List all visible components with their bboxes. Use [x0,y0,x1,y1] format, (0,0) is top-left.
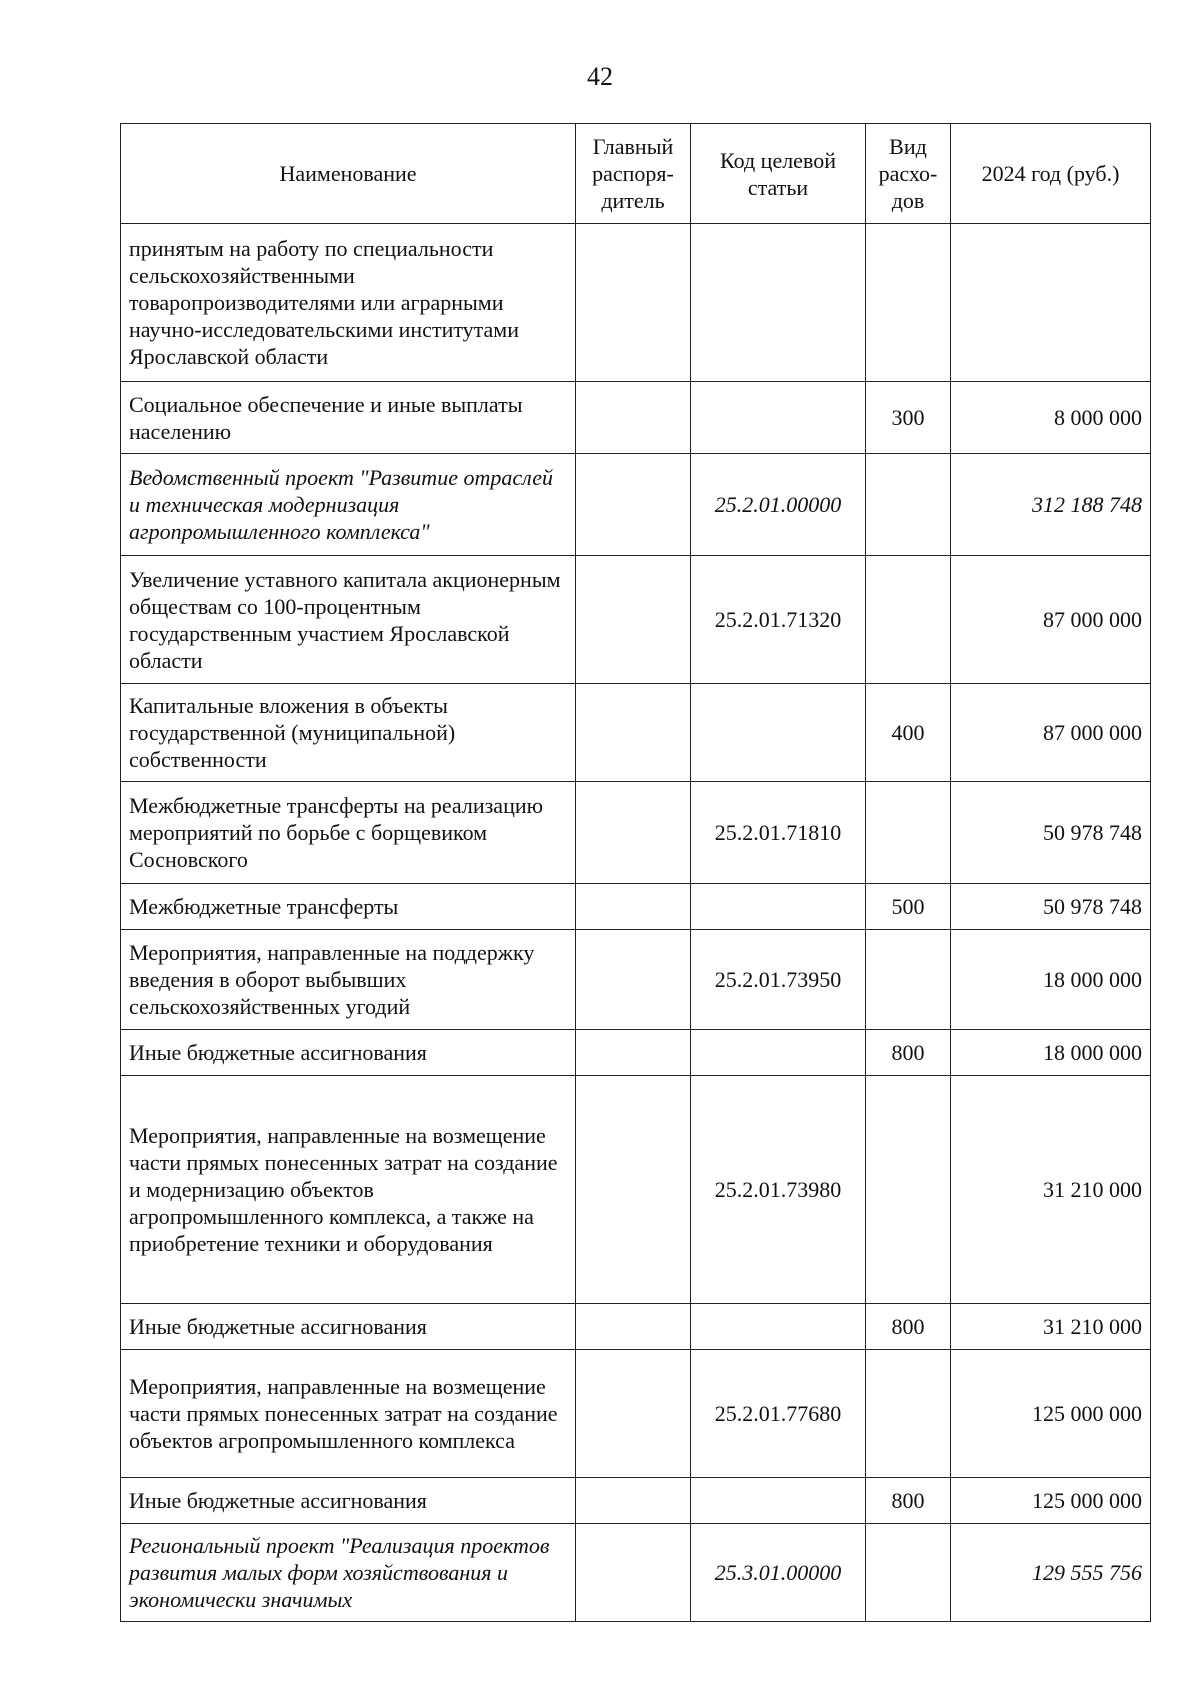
cell-target-code [691,224,866,382]
cell-expense-type: 800 [866,1478,951,1524]
cell-expense-type [866,454,951,556]
budget-table [120,123,1151,1622]
cell-target-code [691,884,866,930]
table-row [121,1524,1151,1622]
cell-expense-type: 800 [866,1030,951,1076]
cell-amount: 125 000 000 [951,1478,1151,1524]
table-header-row [121,124,1151,224]
cell-chief-administrator [576,1478,691,1524]
cell-chief-administrator [576,1076,691,1304]
cell-target-code: 25.2.01.71810 [691,782,866,884]
table-row [121,782,1151,884]
table-row [121,224,1151,382]
table-row [121,1076,1151,1304]
cell-name: Межбюджетные трансферты на реализацию мероприятий по борьбе с борщевиком Сосновского [121,782,576,884]
cell-name: принятым на работу по специальности сельскохозяйственными товаропроизводителями или аграрными научно-исследовательскими институтами Ярославской области [121,224,576,382]
cell-expense-type [866,1076,951,1304]
cell-amount: 31 210 000 [951,1304,1151,1350]
header-chief-administrator: Главный распоря-дитель [576,124,691,224]
cell-amount: 125 000 000 [951,1350,1151,1478]
cell-chief-administrator [576,382,691,454]
cell-amount: 18 000 000 [951,1030,1151,1076]
cell-name: Капитальные вложения в объекты государственной (муниципальной) собственности [121,684,576,782]
cell-amount: 18 000 000 [951,930,1151,1030]
page-number: 42 [587,62,613,91]
cell-name: Иные бюджетные ассигнования [121,1030,576,1076]
cell-name: Региональный проект "Реализация проектов развития малых форм хозяйствования и экономически значимых [121,1524,576,1622]
cell-name: Мероприятия, направленные на поддержку введения в оборот выбывших сельскохозяйственных угодий [121,930,576,1030]
table-body [121,224,1151,1622]
cell-expense-type [866,556,951,684]
cell-chief-administrator [576,782,691,884]
cell-target-code [691,1304,866,1350]
table-row [121,1304,1151,1350]
cell-expense-type: 500 [866,884,951,930]
cell-chief-administrator [576,556,691,684]
cell-target-code [691,1478,866,1524]
table-row [121,454,1151,556]
table-row [121,556,1151,684]
cell-expense-type: 800 [866,1304,951,1350]
cell-target-code: 25.2.01.00000 [691,454,866,556]
cell-amount: 87 000 000 [951,684,1151,782]
cell-amount: 8 000 000 [951,382,1151,454]
cell-target-code [691,684,866,782]
table-row [121,684,1151,782]
cell-target-code: 25.2.01.73950 [691,930,866,1030]
cell-chief-administrator [576,1524,691,1622]
cell-expense-type [866,782,951,884]
cell-chief-administrator [576,930,691,1030]
cell-expense-type [866,1350,951,1478]
cell-name: Мероприятия, направленные на возмещение части прямых понесенных затрат на создание объектов агропромышленного комплекса [121,1350,576,1478]
cell-chief-administrator [576,1304,691,1350]
table-row [121,382,1151,454]
cell-target-code: 25.2.01.71320 [691,556,866,684]
cell-amount: 312 188 748 [951,454,1151,556]
cell-name: Социальное обеспечение и иные выплаты населению [121,382,576,454]
cell-expense-type [866,1524,951,1622]
cell-chief-administrator [576,1030,691,1076]
cell-target-code [691,382,866,454]
cell-amount: 87 000 000 [951,556,1151,684]
cell-chief-administrator [576,224,691,382]
cell-name: Иные бюджетные ассигнования [121,1478,576,1524]
table-row [121,1350,1151,1478]
cell-chief-administrator [576,684,691,782]
cell-name: Мероприятия, направленные на возмещение части прямых понесенных затрат на создание и модернизацию объектов агропромышленного комплекса, а также на приобретение техники и оборудования [121,1076,576,1304]
cell-expense-type: 300 [866,382,951,454]
cell-amount: 50 978 748 [951,884,1151,930]
cell-expense-type: 400 [866,684,951,782]
table-row [121,1030,1151,1076]
cell-name: Увеличение уставного капитала акционерным обществам со 100-процентным государственным участием Ярославской области [121,556,576,684]
header-amount-2024: 2024 год (руб.) [951,124,1151,224]
cell-expense-type [866,224,951,382]
table-row [121,1478,1151,1524]
cell-expense-type [866,930,951,1030]
cell-chief-administrator [576,884,691,930]
cell-chief-administrator [576,454,691,556]
table-row [121,884,1151,930]
cell-chief-administrator [576,1350,691,1478]
header-expense-type: Вид расхо-дов [866,124,951,224]
cell-amount [951,224,1151,382]
table-row [121,930,1151,1030]
header-name: Наименование [121,124,576,224]
cell-target-code: 25.2.01.77680 [691,1350,866,1478]
cell-amount: 129 555 756 [951,1524,1151,1622]
cell-amount: 31 210 000 [951,1076,1151,1304]
cell-amount: 50 978 748 [951,782,1151,884]
cell-name: Иные бюджетные ассигнования [121,1304,576,1350]
cell-name: Межбюджетные трансферты [121,884,576,930]
cell-target-code [691,1030,866,1076]
cell-target-code: 25.3.01.00000 [691,1524,866,1622]
cell-name: Ведомственный проект "Развитие отраслей и техническая модернизация агропромышленного комплекса" [121,454,576,556]
header-target-code: Код целевой статьи [691,124,866,224]
cell-target-code: 25.2.01.73980 [691,1076,866,1304]
